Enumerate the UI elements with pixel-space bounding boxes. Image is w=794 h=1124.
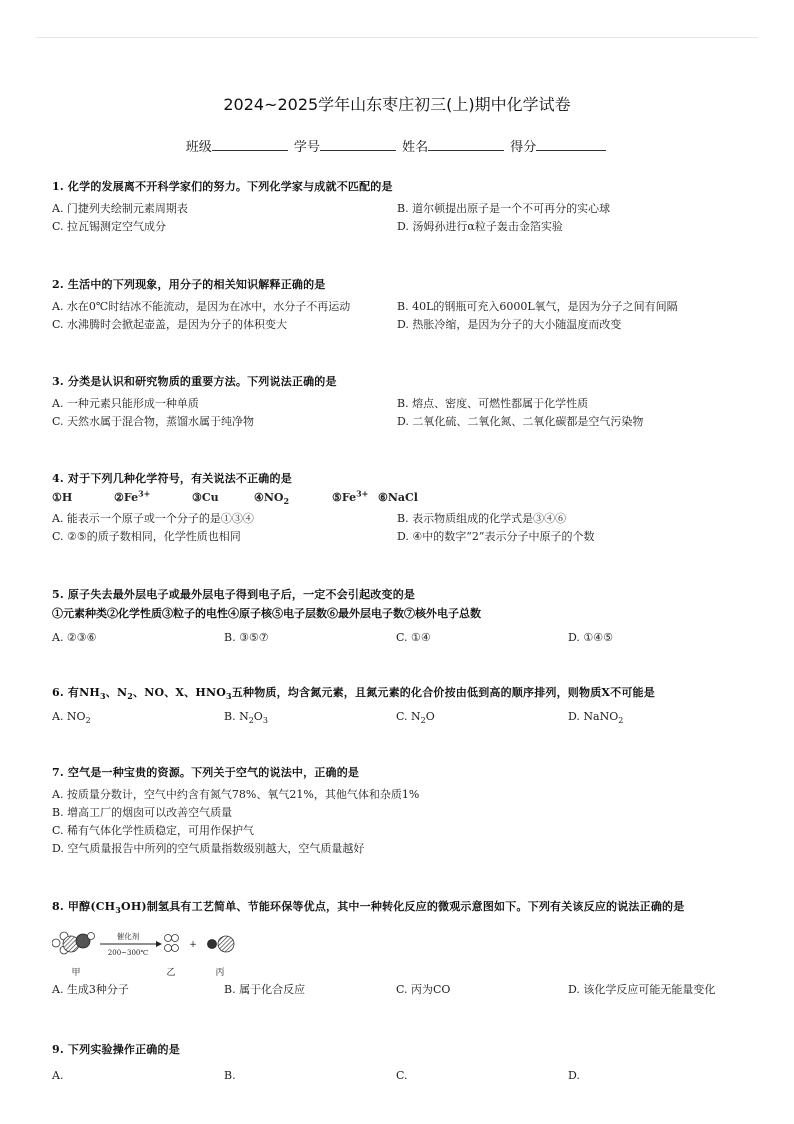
option-c[interactable]: C. ①④ xyxy=(396,631,431,644)
student-id-field[interactable] xyxy=(320,138,396,151)
question-stem: 4. 对于下列几种化学符号，有关说法不正确的是 xyxy=(52,472,292,485)
option-d[interactable]: D. 空气质量报告中所列的空气质量指数级别越大，空气质量越好 xyxy=(52,842,365,855)
option-d[interactable]: D. ④中的数字“2”表示分子中原子的个数 xyxy=(397,530,595,543)
symbol-2: $②Fe^{3+}$ xyxy=(114,488,151,504)
question-9 xyxy=(52,1043,742,1083)
reaction-arrow-icon xyxy=(100,941,162,947)
exam-title: 2024~2025学年山东枣庄初三(上)期中化学试卷 xyxy=(223,95,571,114)
option-b[interactable]: B. 表示物质组成的化学式是③④⑥ xyxy=(397,512,567,525)
methanol-molecule-icon xyxy=(52,932,95,954)
name-field[interactable] xyxy=(428,138,504,151)
option-a[interactable]: A. xyxy=(52,1069,64,1082)
option-c[interactable]: C. ②⑤的质子数相同，化学性质也相同 xyxy=(52,530,241,543)
symbol-4: $④NO_2$ xyxy=(254,491,290,507)
option-d[interactable]: D. 二氧化硫、二氧化氮、二氧化碳都是空气污染物 xyxy=(397,415,644,428)
question-stem: 3. 分类是认识和研究物质的重要方法。下列说法正确的是 xyxy=(52,375,337,388)
question-stem: 8. 甲醇$(CH_3OH)$制氢具有工艺简单、节能环保等优点，其中一种转化反应的微观示意图如下。下列有关该反应的说法正确的是 xyxy=(52,900,685,916)
option-b[interactable]: B. 道尔顿提出原子是一个不可再分的实心球 xyxy=(397,202,611,215)
option-c[interactable]: C. xyxy=(396,1069,408,1082)
student-id-label: 学号 xyxy=(293,140,320,155)
question-stem: 5. 原子失去最外层电子或最外层电子得到电子后，一定不会引起改变的是 xyxy=(52,588,416,601)
option-d[interactable]: D. ①④⑤ xyxy=(568,631,614,644)
name-label: 姓名 xyxy=(402,140,429,155)
label-yi: 乙 xyxy=(166,968,176,978)
option-d[interactable]: D. xyxy=(568,1069,580,1082)
label-bing: 丙 xyxy=(215,968,225,978)
question-stem: 1. 化学的发展离不开科学家们的努力。下列化学家与成就不匹配的是 xyxy=(52,180,393,193)
question-6 xyxy=(52,686,742,724)
option-b[interactable]: B. 熔点、密度、可燃性都属于化学性质 xyxy=(397,397,589,410)
student-info-row xyxy=(0,136,794,155)
option-c[interactable]: C. 天然水属于混合物，蒸馏水属于纯净物 xyxy=(52,415,255,428)
plus-sign: + xyxy=(189,940,197,950)
question-8-options xyxy=(52,983,742,997)
option-a[interactable]: A. 生成3种分子 xyxy=(52,983,129,996)
option-a[interactable]: A. 按质量分数计，空气中约含有氮气78%、氧气21%，其他气体和杂质1% xyxy=(52,788,420,801)
option-a[interactable]: A. ②③⑥ xyxy=(52,631,97,644)
option-b[interactable]: B. 属于化合反应 xyxy=(224,983,306,996)
option-a[interactable]: A. 能表示一个原子或一个分子的是①③④ xyxy=(52,512,254,525)
symbol-1: ①H xyxy=(52,491,73,504)
question-stem: 6. 有$NH_3$、$N_2$、NO、X、$HNO_3$五种物质，均含氮元素，且氮元素的化合价按由低到高的顺序排列，则物质X不可能是 xyxy=(52,686,655,702)
option-b[interactable]: B. ③⑤⑦ xyxy=(224,631,269,644)
label-jia: 甲 xyxy=(71,968,81,978)
class-label: 班级 xyxy=(185,140,212,155)
option-d[interactable]: D. 汤姆孙进行α粒子轰击金箔实验 xyxy=(397,220,563,233)
option-a[interactable]: A. 水在0℃时结冰不能流动，是因为在冰中，水分子不再运动 xyxy=(52,300,351,313)
option-b[interactable]: B. 40L的钢瓶可充入6000L氧气，是因为分子之间有间隔 xyxy=(397,300,678,313)
page-top-rule xyxy=(36,37,758,38)
option-b[interactable]: B. 增高工厂的烟囱可以改善空气质量 xyxy=(52,806,233,819)
option-a[interactable]: A. $NO_2$ xyxy=(52,710,91,726)
option-d[interactable]: D. NaNO$_2$ xyxy=(568,710,624,726)
score-label: 得分 xyxy=(510,140,537,155)
hydrogen-molecules-icon xyxy=(165,935,179,952)
option-a[interactable]: A. 一种元素只能形成一种单质 xyxy=(52,397,199,410)
symbol-6: ⑥NaCl xyxy=(378,491,418,504)
question-conditions: ①元素种类②化学性质③粒子的电性④原子核⑤电子层数⑥最外层电子数⑦核外电子总数 xyxy=(52,607,481,620)
chemical-symbols xyxy=(52,488,742,507)
score-field[interactable] xyxy=(536,138,606,151)
catalyst-label: 催化剂 xyxy=(116,932,140,941)
option-c[interactable]: C. $N_2O$ xyxy=(396,710,435,726)
option-c[interactable]: C. 拉瓦锡测定空气成分 xyxy=(52,220,167,233)
question-5 xyxy=(52,588,742,645)
symbol-5: $⑤Fe^{3+}$ xyxy=(332,488,369,504)
question-stem: 2. 生活中的下列现象，用分子的相关知识解释正确的是 xyxy=(52,278,326,291)
question-2 xyxy=(52,278,742,332)
option-c[interactable]: C. 水沸腾时会掀起壶盖，是因为分子的体积变大 xyxy=(52,318,288,331)
question-4 xyxy=(52,472,742,544)
question-stem: 9. 下列实验操作正确的是 xyxy=(52,1043,180,1056)
question-7 xyxy=(52,766,742,860)
question-1 xyxy=(52,180,742,234)
option-b[interactable]: B. $N_2O_3$ xyxy=(224,710,268,726)
symbol-3: ③Cu xyxy=(192,491,219,504)
option-d[interactable]: D. 该化学反应可能无能量变化 xyxy=(568,983,716,996)
question-stem: 7. 空气是一种宝贵的资源。下列关于空气的说法中，正确的是 xyxy=(52,766,360,779)
carbon-monoxide-molecule-icon xyxy=(208,936,235,952)
option-c[interactable]: C. 丙为CO xyxy=(396,983,451,996)
question-8 xyxy=(52,900,742,914)
option-b[interactable]: B. xyxy=(224,1069,236,1082)
temperature-label: 200~300℃ xyxy=(107,949,149,957)
option-d[interactable]: D. 热胀冷缩，是因为分子的大小随温度而改变 xyxy=(397,318,622,331)
reaction-diagram xyxy=(52,925,292,983)
question-3 xyxy=(52,375,742,429)
option-a[interactable]: A. 门捷列夫绘制元素周期表 xyxy=(52,202,188,215)
option-c[interactable]: C. 稀有气体化学性质稳定，可用作保护气 xyxy=(52,824,255,837)
class-field[interactable] xyxy=(212,138,288,151)
